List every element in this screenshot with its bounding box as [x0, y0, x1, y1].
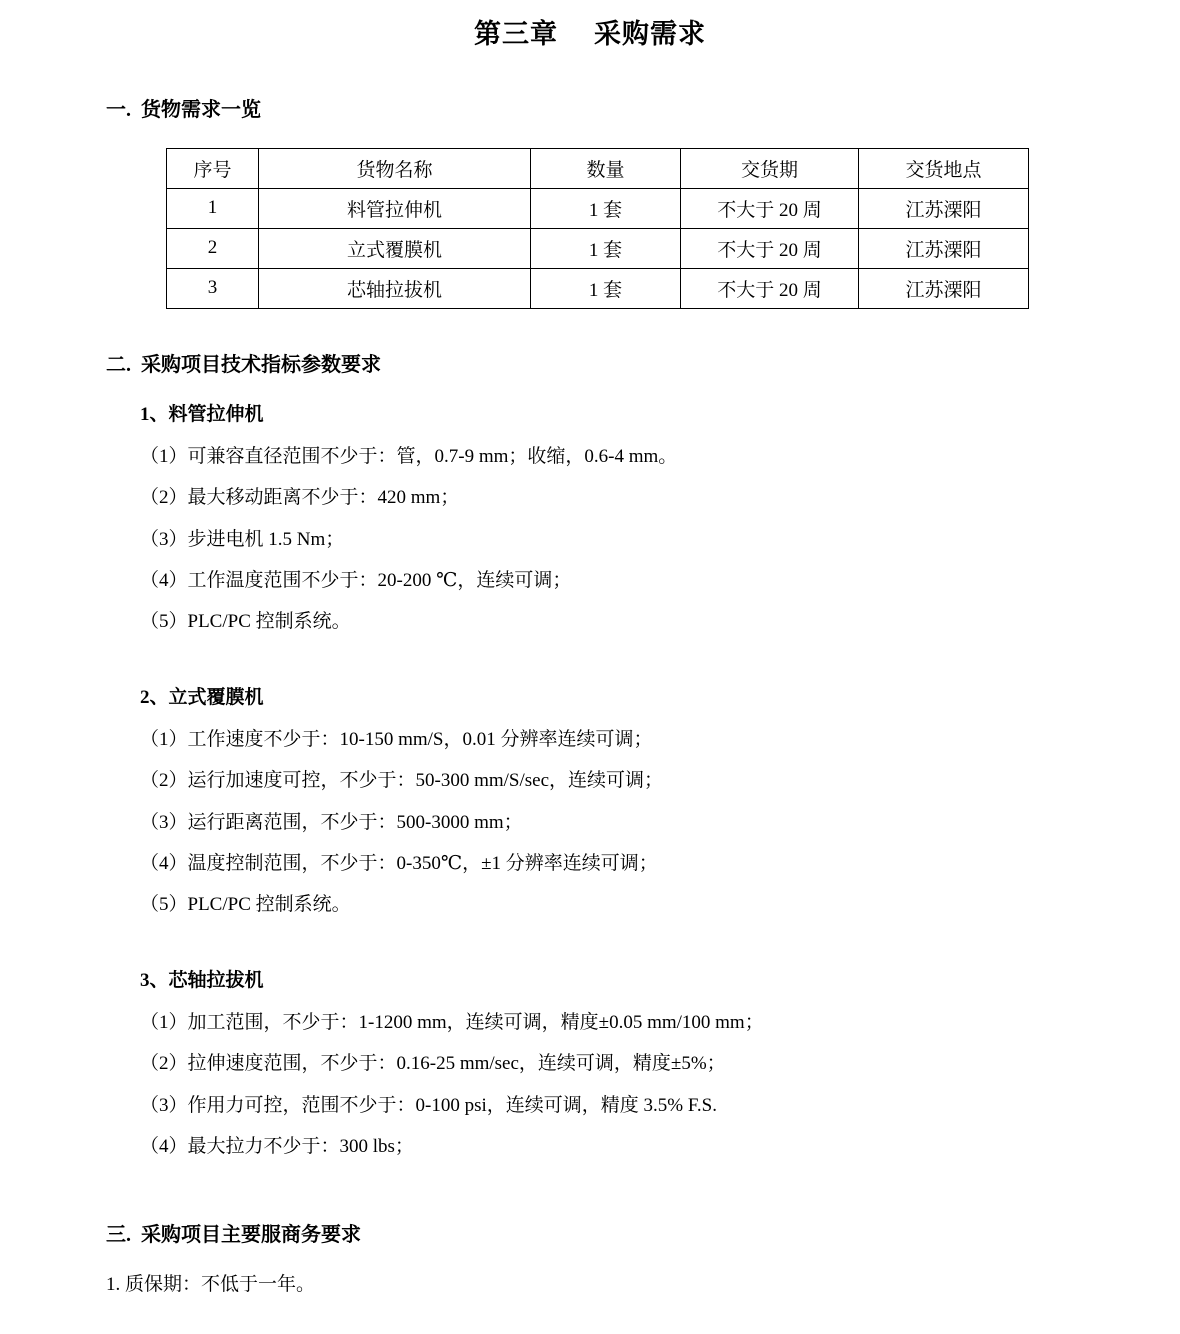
section-number-1: 一.: [106, 98, 131, 121]
table-cell: 2: [167, 228, 259, 268]
table-cell: 1: [167, 188, 259, 228]
table-header-row: [167, 148, 1029, 188]
table-cell: 江苏溧阳: [859, 268, 1029, 308]
table-row: [167, 188, 1029, 228]
goods-requirement-table: [166, 148, 1029, 309]
table-header-cell: 序号: [167, 148, 259, 188]
table-cell: 料管拉伸机: [259, 188, 531, 228]
section-number-3: 三.: [106, 1223, 131, 1246]
table-header-cell: 货物名称: [259, 148, 531, 188]
table-cell: 1 套: [531, 228, 681, 268]
table-cell: 立式覆膜机: [259, 228, 531, 268]
table-cell: 3: [167, 268, 259, 308]
group-spacer: [70, 921, 1110, 947]
table-header-cell: 交货期: [681, 148, 859, 188]
spec-item: （2）拉伸速度范围，不少于：0.16-25 mm/sec，连续可调，精度±5%；: [140, 1053, 726, 1075]
spec-item: （4）最大拉力不少于：300 lbs；: [140, 1136, 414, 1158]
spec-item: （2）最大移动距离不少于：420 mm；: [140, 487, 460, 509]
spec-item: （3）步进电机 1.5 Nm；: [140, 528, 345, 550]
table-cell: 1 套: [531, 188, 681, 228]
section-title-1: 货物需求一览: [141, 98, 261, 121]
table-header-cell: 交货地点: [859, 148, 1029, 188]
spec-item: （1）加工范围，不少于：1-1200 mm，连续可调，精度±0.05 mm/100 mm；: [140, 1012, 764, 1034]
page-title: [70, 16, 1110, 54]
page-title-main: 采购需求: [594, 19, 706, 49]
spec-item: （1）可兼容直径范围不少于：管，0.7-9 mm；收缩，0.6-4 mm。: [140, 446, 678, 468]
table-cell: 不大于 20 周: [681, 188, 859, 228]
spec-item: （4）工作温度范围不少于：20-200 ℃，连续可调；: [140, 570, 572, 592]
spec-item: （3）运行距离范围，不少于：500-3000 mm；: [140, 811, 523, 833]
spec-item: （3）作用力可控，范围不少于：0-100 psi，连续可调，精度 3.5% F.S.: [140, 1094, 717, 1116]
spec-item: （5）PLC/PC 控制系统。: [140, 894, 351, 916]
table-row: [167, 268, 1029, 308]
business-item: 1. 质保期：不低于一年。: [106, 1273, 316, 1295]
table-header-cell: 数量: [531, 148, 681, 188]
table-cell: 不大于 20 周: [681, 228, 859, 268]
spec-item: （2）运行加速度可控，不少于：50-300 mm/S/sec，连续可调；: [140, 770, 664, 792]
section-heading-2: [106, 349, 1110, 381]
section-title-3: 采购项目主要服商务要求: [141, 1223, 361, 1246]
group-title-1: 1、料管拉伸机: [140, 403, 264, 425]
spec-item: （5）PLC/PC 控制系统。: [140, 611, 351, 633]
spec-item: （4）温度控制范围，不少于：0-350℃，±1 分辨率连续可调；: [140, 853, 658, 875]
group-title-3: 3、芯轴拉拔机: [140, 969, 264, 991]
section-title-2: 采购项目技术指标参数要求: [141, 353, 381, 376]
group-title-2: 2、立式覆膜机: [140, 686, 264, 708]
section-heading-3: [106, 1219, 1110, 1251]
section-heading-1: [106, 94, 1110, 126]
table-cell: 江苏溧阳: [859, 228, 1029, 268]
group-spacer: [70, 638, 1110, 664]
table-cell: 不大于 20 周: [681, 268, 859, 308]
spec-item: （1）工作速度不少于：10-150 mm/S，0.01 分辨率连续可调；: [140, 729, 653, 751]
section-number-2: 二.: [106, 353, 131, 376]
table-cell: 江苏溧阳: [859, 188, 1029, 228]
table-cell: 芯轴拉拔机: [259, 268, 531, 308]
page-title-prefix: 第三章: [474, 19, 558, 49]
table-cell: 1 套: [531, 268, 681, 308]
table-row: [167, 228, 1029, 268]
